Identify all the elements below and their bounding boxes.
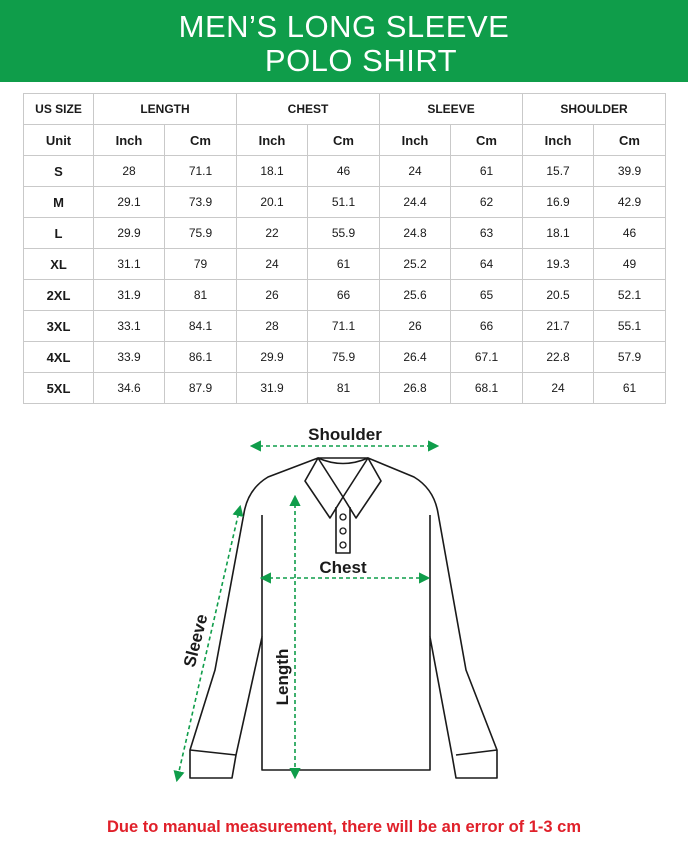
measurement-cell: 31.9	[237, 373, 308, 404]
measurement-cell: 24	[523, 373, 594, 404]
measurement-cell: 22	[237, 218, 308, 249]
size-cell: 3XL	[24, 311, 94, 342]
sleeve-label: Sleeve	[179, 612, 212, 670]
measurement-cell: 25.2	[380, 249, 451, 280]
us-size-header: US SIZE	[24, 94, 94, 125]
measurement-cell: 22.8	[523, 342, 594, 373]
measurement-cell: 86.1	[165, 342, 237, 373]
measurement-cell: 71.1	[165, 156, 237, 187]
measurement-cell: 75.9	[165, 218, 237, 249]
unit-label: Unit	[24, 125, 94, 156]
size-cell: S	[24, 156, 94, 187]
shirt-outline	[190, 458, 497, 778]
measurement-cell: 52.1	[594, 280, 666, 311]
measurement-cell: 31.1	[94, 249, 165, 280]
measurement-cell: 29.9	[94, 218, 165, 249]
chest-label: Chest	[319, 558, 367, 577]
measurement-cell: 16.9	[523, 187, 594, 218]
measurement-cell: 46	[594, 218, 666, 249]
measurement-cell: 64	[451, 249, 523, 280]
measurement-cell: 79	[165, 249, 237, 280]
length-label: Length	[273, 648, 292, 706]
table-row	[24, 187, 666, 218]
measurement-cell: 81	[165, 280, 237, 311]
measurement-cell: 51.1	[308, 187, 380, 218]
size-cell: 4XL	[24, 342, 94, 373]
unit-cell: Cm	[165, 125, 237, 156]
shoulder-label: Shoulder	[308, 425, 382, 444]
measurement-cell: 26.4	[380, 342, 451, 373]
shoulder-header: SHOULDER	[523, 94, 666, 125]
unit-cell: Cm	[308, 125, 380, 156]
unit-cell: Inch	[237, 125, 308, 156]
measurement-error-note: Due to manual measurement, there will be an error of 1-3 cm	[106, 818, 582, 836]
measurement-cell: 18.1	[523, 218, 594, 249]
measurement-cell: 61	[308, 249, 380, 280]
measurement-cell: 25.6	[380, 280, 451, 311]
table-row	[24, 218, 666, 249]
measurement-cell: 67.1	[451, 342, 523, 373]
measurement-cell: 20.1	[237, 187, 308, 218]
measurement-cell: 71.1	[308, 311, 380, 342]
measurement-cell: 75.9	[308, 342, 380, 373]
measurement-cell: 29.1	[94, 187, 165, 218]
measurement-cell: 29.9	[237, 342, 308, 373]
title-line-1: MEN’S LONG SLEEVE	[178, 9, 510, 44]
size-cell: XL	[24, 249, 94, 280]
polo-shirt-measurement-diagram	[0, 405, 688, 805]
measurement-cell: 55.9	[308, 218, 380, 249]
measurement-cell: 24.4	[380, 187, 451, 218]
unit-cell: Inch	[523, 125, 594, 156]
measurement-cell: 68.1	[451, 373, 523, 404]
measurement-cell: 46	[308, 156, 380, 187]
table-row	[24, 311, 666, 342]
measurement-cell: 28	[237, 311, 308, 342]
measurement-cell: 61	[451, 156, 523, 187]
measurement-cell: 39.9	[594, 156, 666, 187]
chest-header: CHEST	[237, 94, 380, 125]
measurement-cell: 21.7	[523, 311, 594, 342]
table-unit-row	[24, 125, 666, 156]
measurement-cell: 66	[451, 311, 523, 342]
measurement-cell: 62	[451, 187, 523, 218]
measurement-cell: 31.9	[94, 280, 165, 311]
placket-buttons	[340, 514, 346, 548]
size-cell: M	[24, 187, 94, 218]
size-cell: 5XL	[24, 373, 94, 404]
measurement-cell: 33.1	[94, 311, 165, 342]
measurement-cell: 26.8	[380, 373, 451, 404]
table-row	[24, 249, 666, 280]
table-row	[24, 373, 666, 404]
measurement-cell: 65	[451, 280, 523, 311]
table-row	[24, 156, 666, 187]
measurement-cell: 24.8	[380, 218, 451, 249]
title-line-2: POLO SHIRT	[264, 43, 458, 78]
measurement-cell: 24	[380, 156, 451, 187]
measurement-cell: 34.6	[94, 373, 165, 404]
unit-cell: Cm	[594, 125, 666, 156]
table-row	[24, 342, 666, 373]
measurement-cell: 55.1	[594, 311, 666, 342]
measurement-cell: 42.9	[594, 187, 666, 218]
sleeve-header: SLEEVE	[380, 94, 523, 125]
measurement-cell: 49	[594, 249, 666, 280]
title-banner	[0, 0, 688, 82]
measurement-cell: 57.9	[594, 342, 666, 373]
measurement-cell: 20.5	[523, 280, 594, 311]
measurement-cell: 84.1	[165, 311, 237, 342]
measurement-cell: 18.1	[237, 156, 308, 187]
unit-cell: Inch	[94, 125, 165, 156]
table-row	[24, 280, 666, 311]
measurement-cell: 61	[594, 373, 666, 404]
measurement-cell: 24	[237, 249, 308, 280]
measurement-cell: 33.9	[94, 342, 165, 373]
size-chart-table	[23, 93, 666, 404]
measurement-cell: 73.9	[165, 187, 237, 218]
size-cell: 2XL	[24, 280, 94, 311]
measurement-cell: 63	[451, 218, 523, 249]
measurement-cell: 19.3	[523, 249, 594, 280]
unit-cell: Cm	[451, 125, 523, 156]
measurement-cell: 28	[94, 156, 165, 187]
unit-cell: Inch	[380, 125, 451, 156]
measurement-cell: 15.7	[523, 156, 594, 187]
table-group-header-row	[24, 94, 666, 125]
measurement-cell: 26	[237, 280, 308, 311]
measurement-cell: 87.9	[165, 373, 237, 404]
measurement-cell: 81	[308, 373, 380, 404]
length-header: LENGTH	[94, 94, 237, 125]
measurement-cell: 26	[380, 311, 451, 342]
size-cell: L	[24, 218, 94, 249]
measurement-cell: 66	[308, 280, 380, 311]
